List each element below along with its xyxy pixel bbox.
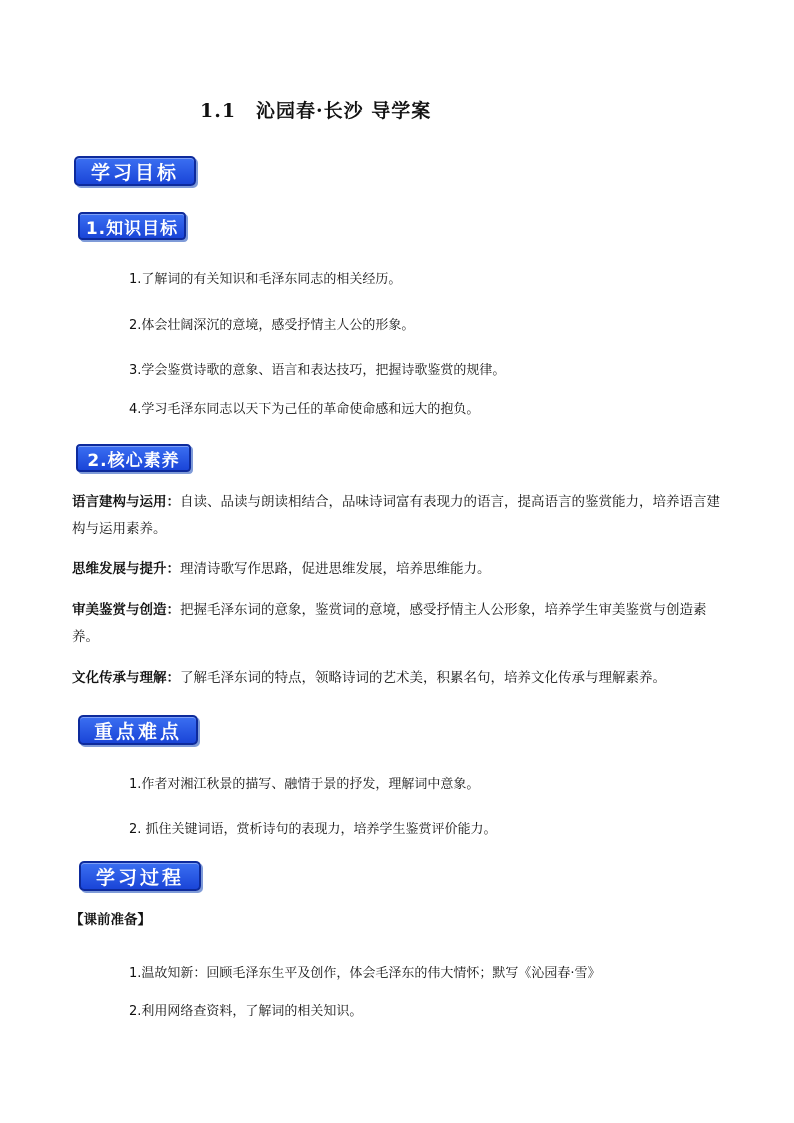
- section-badge-process: 学习过程: [79, 861, 201, 891]
- literacy-text: 了解毛泽东词的特点，领略诗词的艺术美，积累名句，培养文化传承与理解素养。: [180, 670, 666, 686]
- knowledge-item-4: 4.学习毛泽东同志以天下为己任的革命使命感和远大的抱负。: [129, 402, 480, 417]
- section-badge-objectives: 学习目标: [74, 156, 196, 186]
- literacy-text: 把握毛泽东词的意象，鉴赏词的意境，感受抒情主人公形象，培养学生审美鉴赏与创造素养。: [72, 602, 707, 645]
- page-title: 1.1 沁园春·长沙 导学案: [200, 100, 432, 122]
- literacy-paragraph-aesthetics: [72, 597, 732, 651]
- literacy-term: 思维发展与提升：: [72, 561, 180, 577]
- section-badge-core-literacy: 2.核心素养: [76, 444, 191, 472]
- knowledge-item-2: 2.体会壮阔深沉的意境，感受抒情主人公的形象。: [129, 318, 415, 333]
- literacy-term: 语言建构与运用：: [72, 494, 180, 510]
- knowledge-item-3: 3.学会鉴赏诗歌的意象、语言和表达技巧，把握诗歌鉴赏的规律。: [129, 363, 506, 378]
- prep-item-2: 2.利用网络查资料，了解词的相关知识。: [129, 1004, 363, 1019]
- literacy-term: 审美鉴赏与创造：: [72, 602, 180, 618]
- literacy-paragraph-culture: [72, 665, 732, 692]
- key-item-1: 1.作者对湘江秋景的描写、融情于景的抒发，理解词中意象。: [129, 777, 480, 792]
- literacy-paragraph-thinking: [72, 556, 732, 583]
- literacy-text: 自读、品读与朗读相结合，品味诗词富有表现力的语言，提高语言的鉴赏能力，培养语言建构与运用素养。: [72, 494, 720, 537]
- prep-label: 【课前准备】: [70, 912, 151, 928]
- key-item-2: 2. 抓住关键词语，赏析诗句的表现力，培养学生鉴赏评价能力。: [129, 822, 497, 837]
- section-badge-knowledge-goal: 1.知识目标: [78, 212, 186, 240]
- literacy-term: 文化传承与理解：: [72, 670, 180, 686]
- prep-item-1: 1.温故知新：回顾毛泽东生平及创作，体会毛泽东的伟大情怀；默写《沁园春·雪》: [129, 966, 601, 981]
- section-badge-key-points: 重点难点: [78, 715, 198, 745]
- literacy-paragraph-language: [72, 489, 732, 543]
- literacy-text: 理清诗歌写作思路，促进思维发展，培养思维能力。: [180, 561, 491, 577]
- knowledge-item-1: 1.了解词的有关知识和毛泽东同志的相关经历。: [129, 272, 402, 287]
